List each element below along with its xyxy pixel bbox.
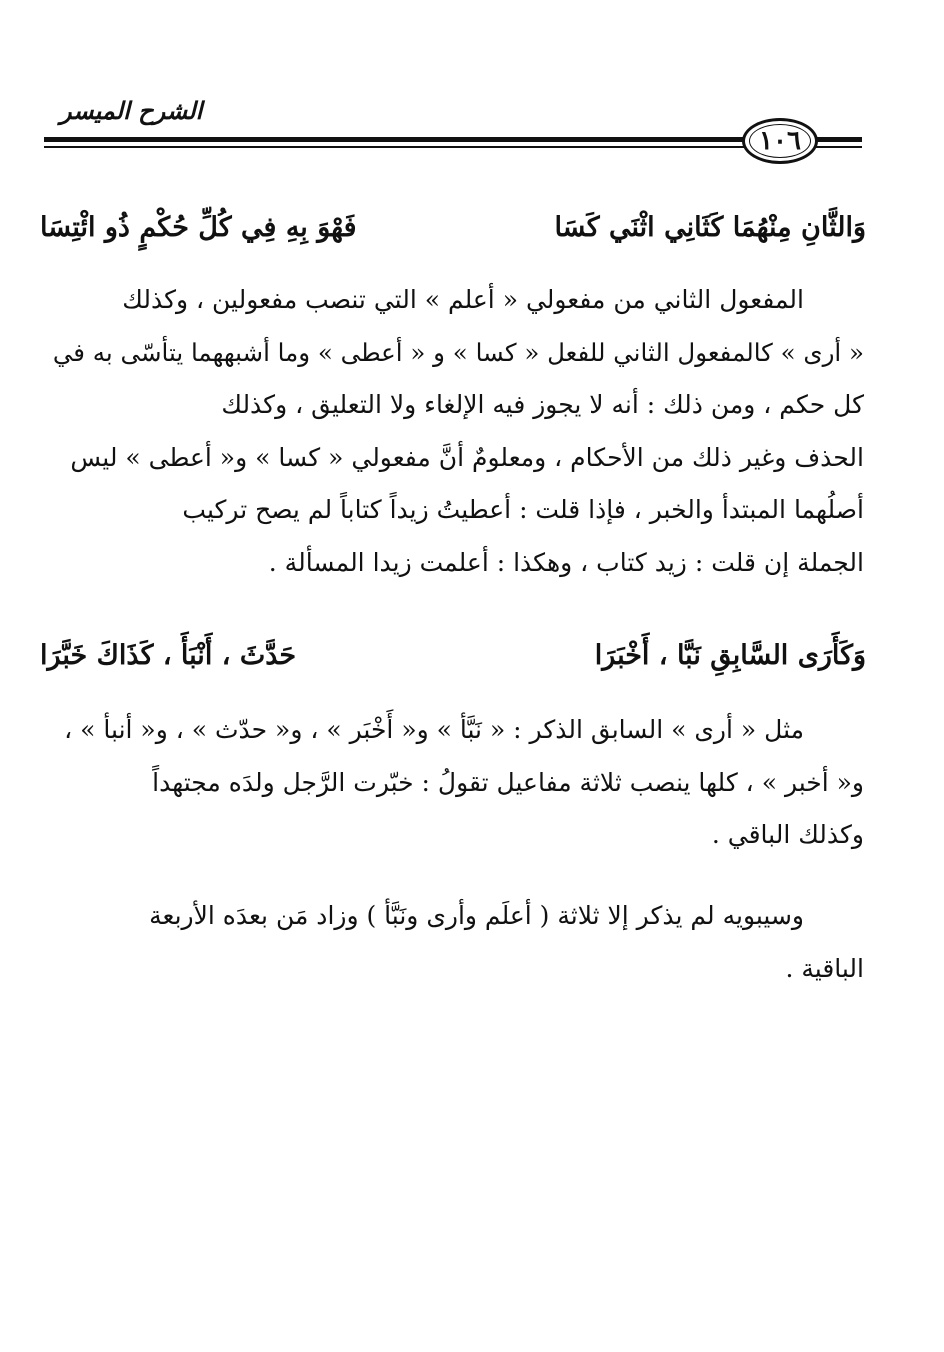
- paragraph-line: مثل « أرى » السابق الذكر : « نَبَّأ » و« أَخْبَر » ، و« حدّث » ، و« أنبأ » ،: [64, 715, 804, 744]
- commentary-paragraph-3: [42, 890, 864, 995]
- commentary-paragraph-2: [42, 704, 864, 862]
- page-number-ring: [749, 124, 811, 158]
- verse-2-second-hemistich: حَدَّثَ ، أَنْبَأَ ، كَذَاكَ خَبَّرَا: [40, 640, 297, 671]
- verse-1-second-hemistich: فَهْوَ بِهِ فِي كُلِّ حُكْمٍ ذُو ائْتِسَا: [40, 212, 357, 243]
- commentary-paragraph-1: [42, 274, 864, 589]
- page-number: ١٠٦: [759, 126, 801, 156]
- paragraph-line: « أرى » كالمفعول الثاني للفعل « كسا » و « أعطى » وما أشبههما يتأسّى به في: [52, 337, 864, 367]
- header-rule-right-thin: [816, 146, 862, 148]
- paragraph-line: الجملة إن قلت : زيد كتاب ، وهكذا : أعلمت زيدا المسألة .: [268, 547, 864, 577]
- verse-2: [40, 634, 866, 678]
- paragraph-line: الحذف وغير ذلك من الأحكام ، ومعلومٌ أنَّ مفعولي « كسا » و« أعطى » ليس: [70, 442, 864, 472]
- verse-1-first-hemistich: وَالثَّانِ مِنْهُمَا كَثَانِي اثْنَي كَسَا: [554, 212, 866, 243]
- header-rule-right-thick: [816, 137, 862, 142]
- verse-2-first-hemistich: وَكَأَرَى السَّابِقِ نَبَّا ، أَخْبَرَا: [594, 640, 866, 671]
- paragraph-line: كل حكم ، ومن ذلك : أنه لا يجوز فيه الإلغاء ولا التعليق ، وكذلك: [221, 390, 864, 419]
- paragraph-line: أصلُهما المبتدأ والخبر ، فإذا قلت : أعطيتُ زيداً كتاباً لم يصح تركيب: [182, 495, 864, 524]
- paragraph-line: وكذلك الباقي .: [711, 820, 864, 849]
- header-rule-thick: [44, 137, 744, 142]
- paragraph-line: الباقية .: [785, 953, 864, 983]
- header-rule-thin: [44, 146, 744, 148]
- verse-1: [40, 206, 866, 250]
- paragraph-line: و« أخبر » ، كلها ينصب ثلاثة مفاعيل تقولُ : خبّرت الرَّجل ولدَه مجتهداً: [152, 767, 864, 797]
- paragraph-line: وسيبويه لم يذكر إلا ثلاثة ( أعلَم وأرى ونَبَّأ ) وزاد مَن بعدَه الأربعة: [149, 901, 804, 930]
- page-number-badge: [742, 118, 818, 164]
- paragraph-line: المفعول الثاني من مفعولي « أعلم » التي تنصب مفعولين ، وكذلك: [122, 285, 804, 314]
- running-title: الشرح الميسر: [60, 96, 203, 125]
